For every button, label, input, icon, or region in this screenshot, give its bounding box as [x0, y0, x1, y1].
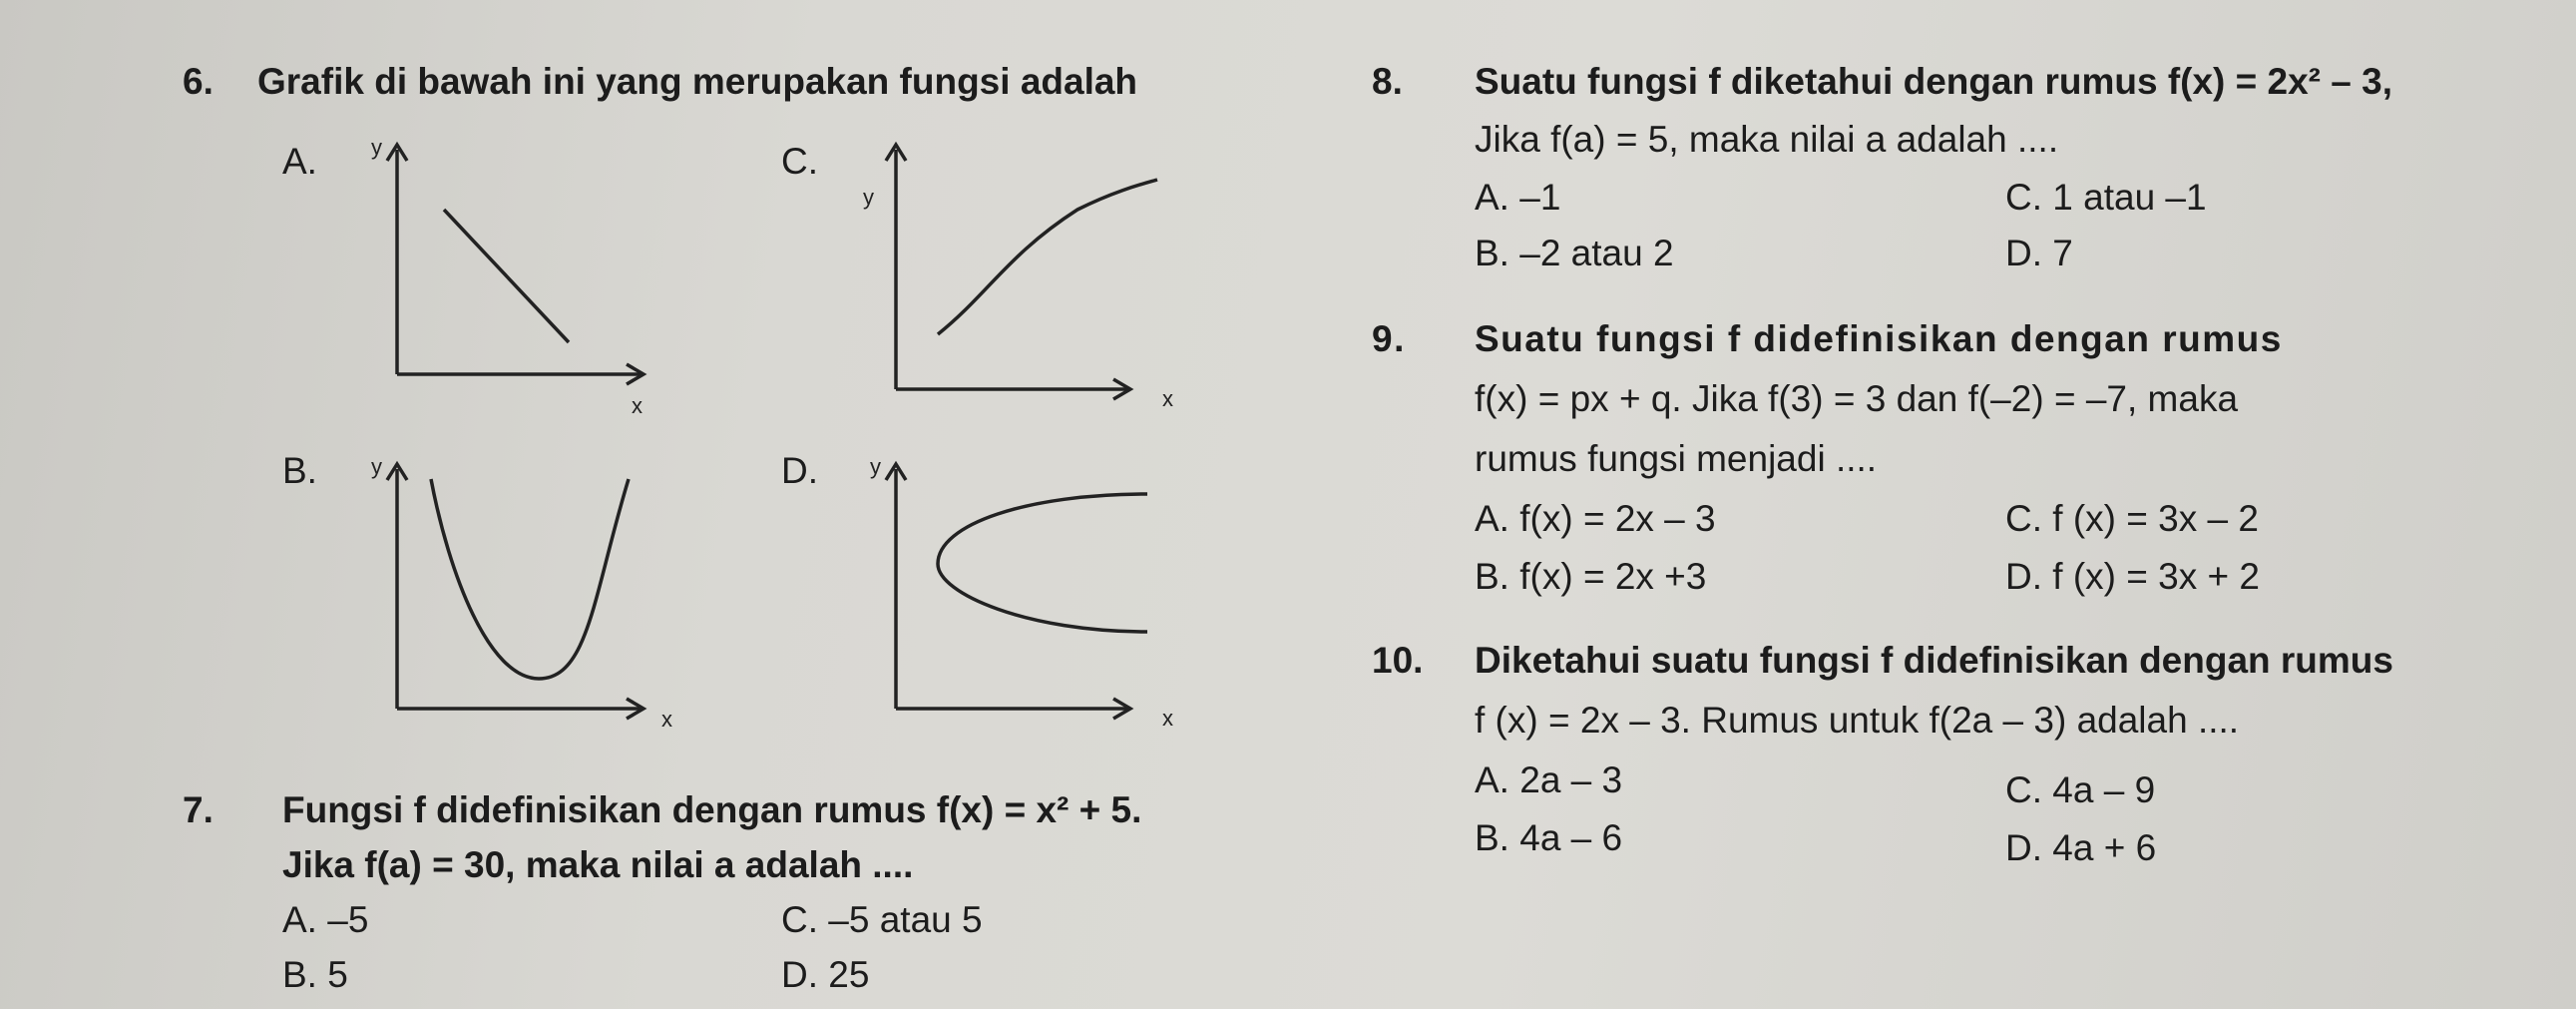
q9-number: 9.: [1372, 318, 1406, 359]
q10-number: 10.: [1372, 640, 1424, 681]
graph-d: [870, 454, 1217, 754]
graph-a-x-label: x: [632, 393, 643, 418]
q10-option-a[interactable]: A. 2a – 3: [1475, 759, 1623, 800]
graph-c-curve: [938, 180, 1157, 334]
q8-line1: Suatu fungsi f diketahui dengan rumus f(x) = 2x² – 3,: [1475, 61, 2392, 102]
graph-a: [371, 135, 678, 434]
q8-line2: Jika f(a) = 5, maka nilai a adalah ....: [1475, 119, 2059, 160]
graph-b-x-label: x: [661, 707, 672, 732]
q9-line3: rumus fungsi menjadi ....: [1475, 438, 1878, 479]
graph-c-x-label: x: [1162, 386, 1173, 411]
graph-c-y-label: y: [863, 185, 874, 210]
q7-option-a[interactable]: A. –5: [282, 899, 369, 940]
graph-a-curve: [444, 210, 569, 342]
q7-line1: Fungsi f didefinisikan dengan rumus f(x) = x² + 5.: [282, 789, 1142, 830]
q9-option-c[interactable]: C. f (x) = 3x – 2: [2005, 498, 2259, 539]
q10-option-d[interactable]: D. 4a + 6: [2005, 827, 2157, 868]
q9-option-a[interactable]: A. f(x) = 2x – 3: [1475, 498, 1716, 539]
q9-option-b[interactable]: B. f(x) = 2x +3: [1475, 556, 1707, 597]
graph-d-label: D.: [781, 450, 818, 491]
graph-c-label: C.: [781, 141, 818, 182]
graph-b-label: B.: [282, 450, 317, 491]
q9-option-d[interactable]: D. f (x) = 3x + 2: [2005, 556, 2260, 597]
q10-option-c[interactable]: C. 4a – 9: [2005, 769, 2156, 810]
q7-option-b[interactable]: B. 5: [282, 954, 348, 995]
q9-line2: f(x) = px + q. Jika f(3) = 3 dan f(–2) = –7, maka: [1475, 378, 2239, 419]
q8-number: 8.: [1372, 61, 1403, 102]
graph-c: [863, 135, 1217, 434]
q8-option-c[interactable]: C. 1 atau –1: [2005, 177, 2207, 218]
q8-option-d[interactable]: D. 7: [2005, 233, 2073, 273]
graph-a-label: A.: [282, 141, 317, 182]
q10-line1: Diketahui suatu fungsi f didefinisikan dengan rumus: [1475, 640, 2393, 681]
graph-d-y-label: y: [870, 454, 881, 479]
graph-d-curve: [938, 494, 1147, 632]
q6-text: Grafik di bawah ini yang merupakan fungsi adalah: [257, 61, 1138, 102]
q9-line1: Suatu fungsi f didefinisikan dengan rumus: [1475, 318, 2283, 359]
q6-number: 6.: [183, 61, 214, 102]
q8-option-a[interactable]: A. –1: [1475, 177, 1561, 218]
q7-number: 7.: [183, 789, 214, 830]
graph-b: [371, 454, 678, 754]
q7-line2: Jika f(a) = 30, maka nilai a adalah ....: [282, 844, 914, 885]
graph-b-y-label: y: [371, 454, 382, 479]
q10-option-b[interactable]: B. 4a – 6: [1475, 817, 1623, 858]
graph-d-x-label: x: [1162, 706, 1173, 731]
q10-line2: f (x) = 2x – 3. Rumus untuk f(2a – 3) adalah ....: [1475, 700, 2240, 741]
q7-option-d[interactable]: D. 25: [781, 954, 870, 995]
graph-a-y-label: y: [371, 135, 382, 160]
q7-option-c[interactable]: C. –5 atau 5: [781, 899, 983, 940]
graph-b-curve: [431, 479, 629, 679]
q8-option-b[interactable]: B. –2 atau 2: [1475, 233, 1674, 273]
